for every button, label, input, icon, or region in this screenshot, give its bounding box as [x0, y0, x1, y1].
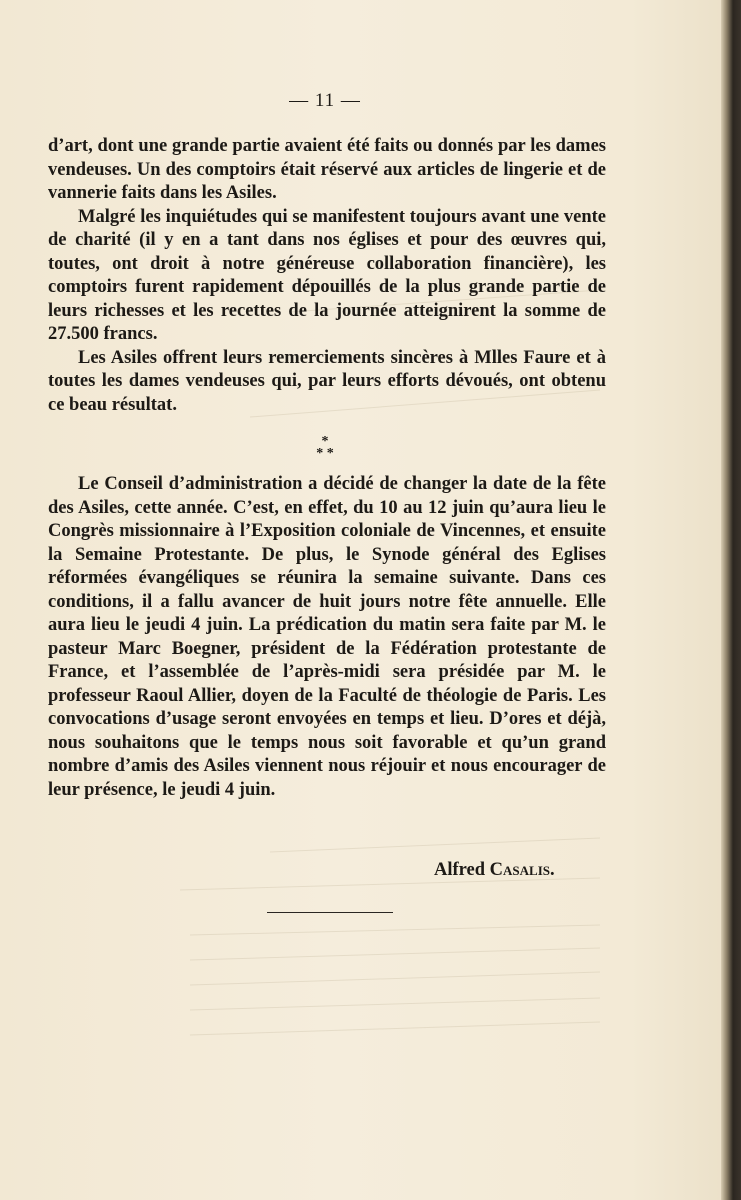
paragraph-4: Le Conseil d’administration a décidé de changer la date de la fête des Asiles, cette année. C’est, en effet, du 10 au 12 juin qu’aura lieu le Congrès missionnaire à l’Exposition coloniale de Vincennes, et ensuite la Semaine Protestante. De plus, le Synode général des Eglises réformées évangéliques se réunira la semaine suivante. Dans ces conditions, il a fallu avancer de huit jours notre fête annuelle. Elle aura lieu le jeudi 4 juin. La prédication du matin sera faite par M. le pasteur Marc Boegner, président de la Fédération protestante de France, et l’assemblée de l’après-midi sera présidée par M. le professeur Raoul Allier, doyen de la Faculté de théologie de Paris. Les convocations d’usage seront envoyées en temps et lieu. D’ores et déjà, nous souhaitons que le temps nous soit favorable et qu’un grand nombre d’amis des Asiles viennent nous réjouir et nous encourager de leur présence, le jeudi 4 juin.	[48, 474, 606, 800]
asterism-top: *	[321, 434, 329, 449]
paragraph-3: Les Asiles offrent leurs remerciements sincères à Mlles Faure et à toutes les dames vendeuses qui, par leurs efforts dévoués, ont obtenu ce beau résultat.	[48, 347, 606, 415]
asterism-separator	[0, 436, 650, 460]
asterism-bottom: * *	[316, 446, 334, 461]
signature	[434, 860, 555, 881]
text-block-top	[48, 135, 606, 417]
paragraph-2: Malgré les inquiétudes qui se manifestent toujours avant une vente de charité (il y en a tant dans nos églises et pour des œuvres qui, toutes, ont droit à notre généreuse collaboration financière), les comptoirs furent rapidement dépouillés de la plus grande partie de leurs richesses et les recettes de la journée atteignirent la somme de 27.500 francs.	[48, 206, 606, 344]
text-block-bottom	[48, 473, 606, 802]
signature-last-name: Casalis.	[489, 860, 555, 880]
page-number: — 11 —	[289, 90, 361, 111]
paragraph-1: d’art, dont une grande partie avaient été faits ou donnés par les dames vendeuses. Un des comptoirs était réservé aux articles de lingerie et de vannerie faits dans les Asiles.	[48, 136, 606, 203]
signature-first-name: Alfred	[434, 860, 486, 880]
closing-rule	[267, 912, 393, 913]
binding-edge	[721, 0, 741, 1200]
